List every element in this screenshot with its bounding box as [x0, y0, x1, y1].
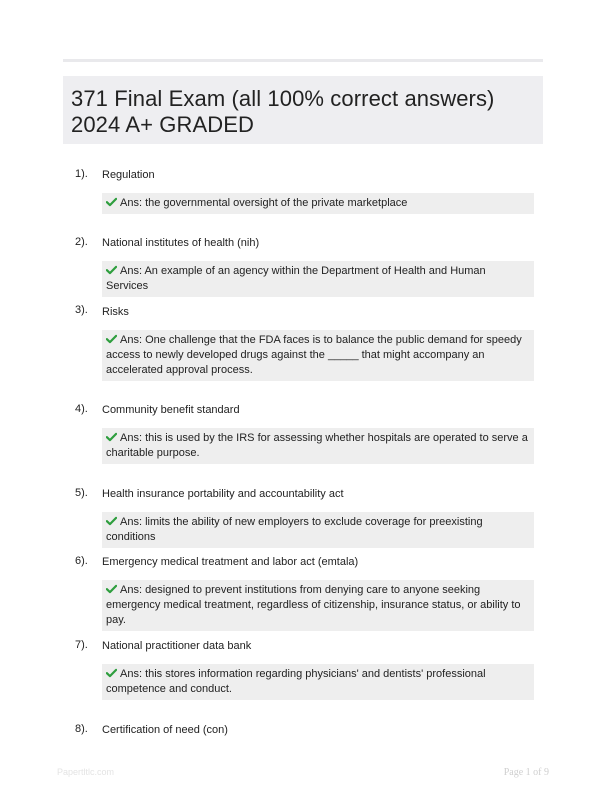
check-icon: [106, 668, 117, 678]
question-text: Regulation: [102, 169, 155, 181]
answer-text: Ans: An example of an agency within the Department of Health and Human Services: [106, 265, 486, 292]
check-icon: [106, 584, 117, 594]
question-number: 8).: [75, 723, 88, 735]
question-text: Health insurance portability and accountability act: [102, 488, 344, 500]
answer-box: [102, 330, 534, 381]
question-number: 5).: [75, 487, 88, 499]
question-text: National institutes of health (nih): [102, 237, 260, 249]
question-text: Community benefit standard: [102, 404, 240, 416]
footer-watermark: Papertltlc.com: [57, 767, 115, 777]
answer-box: [102, 580, 534, 631]
check-icon: [106, 197, 117, 207]
answer-text: Ans: designed to prevent institutions from denying care to anyone seeking emergency medical treatment, regardless of citizenship, insurance status, or ability to pay.: [106, 584, 521, 626]
answer-box: [102, 261, 534, 297]
answer-text: Ans: this stores information regarding physicians' and dentists' professional competence and conduct.: [106, 668, 486, 695]
page-number: Page 1 of 9: [503, 767, 549, 778]
question-number: 4).: [75, 403, 88, 415]
answer-text: Ans: One challenge that the FDA faces is to balance the public demand for speedy access to newly developed drugs against the _____ that might accompany an accelerated approval process.: [106, 334, 522, 376]
question-text: Certification of need (con): [102, 724, 228, 736]
question-number: 3).: [75, 304, 88, 316]
answer-box: [102, 193, 534, 214]
question-text: Emergency medical treatment and labor act (emtala): [102, 556, 359, 568]
question-number: 6).: [75, 555, 88, 567]
check-icon: [106, 516, 117, 526]
answer-box: [102, 512, 534, 548]
page-title: 371 Final Exam (all 100% correct answers) 2024 A+ GRADED: [71, 86, 495, 137]
answer-text: Ans: the governmental oversight of the private marketplace: [120, 197, 408, 209]
check-icon: [106, 432, 117, 442]
check-icon: [106, 334, 117, 344]
question-number: 7).: [75, 639, 88, 651]
check-icon: [106, 265, 117, 275]
question-number: 2).: [75, 236, 88, 248]
answer-text: Ans: limits the ability of new employers to exclude coverage for preexisting conditions: [106, 516, 483, 543]
question-number: 1).: [75, 168, 88, 180]
question-text: Risks: [102, 306, 129, 318]
answer-box: [102, 664, 534, 700]
answer-text: Ans: this is used by the IRS for assessing whether hospitals are operated to serve a charitable purpose.: [106, 432, 528, 459]
question-text: National practitioner data bank: [102, 640, 252, 652]
answer-box: [102, 428, 534, 464]
